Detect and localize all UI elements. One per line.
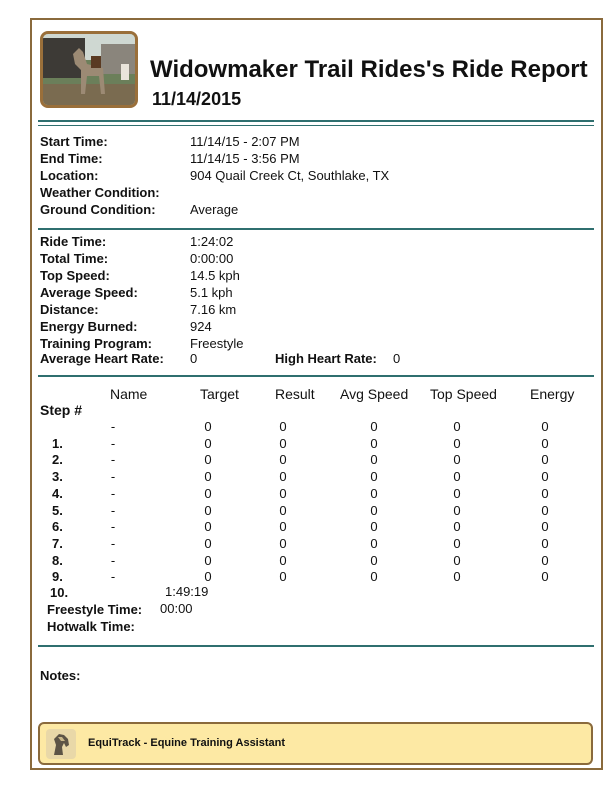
step-energy: 0 xyxy=(541,485,549,501)
high-heart-rate-value: 0 xyxy=(393,351,401,366)
step-name: - xyxy=(110,502,116,518)
step-top-speed: 0 xyxy=(453,452,461,468)
step-top-speed: 0 xyxy=(453,552,461,568)
step-number: 2. xyxy=(52,452,63,468)
step-number: 9. xyxy=(52,569,63,585)
stat-label: Training Program: xyxy=(40,336,152,351)
step-avg-speed: 0 xyxy=(370,519,378,535)
divider xyxy=(38,645,594,647)
info-label: Location: xyxy=(40,168,99,183)
col-header-energy: Energy xyxy=(530,386,575,402)
step-target: 0 xyxy=(204,569,212,585)
step-energy: 0 xyxy=(541,569,549,585)
step-target: 0 xyxy=(204,502,212,518)
info-label: Ground Condition: xyxy=(40,202,156,217)
divider xyxy=(38,125,594,126)
step-top-speed: 0 xyxy=(453,519,461,535)
step-top-speed: 0 xyxy=(453,569,461,585)
report-date: 11/14/2015 xyxy=(152,89,242,109)
col-header-result: Result xyxy=(275,386,315,402)
freestyle-time-label: Freestyle Time: xyxy=(47,602,143,617)
step-result: 0 xyxy=(279,452,287,468)
stat-value: 5.1 kph xyxy=(190,285,233,300)
step-name: - xyxy=(110,569,116,585)
avg-heart-rate-label: Average Heart Rate: xyxy=(40,351,164,366)
step-result: 0 xyxy=(279,485,287,501)
step-avg-speed: 0 xyxy=(370,419,378,434)
info-value: 11/14/15 - 2:07 PM xyxy=(190,134,300,149)
step-avg-speed: 0 xyxy=(370,535,378,551)
col-header-name: Name xyxy=(110,386,148,402)
step-avg-speed: 0 xyxy=(370,485,378,501)
step-energy: 0 xyxy=(541,552,549,568)
avg-heart-rate-value: 0 xyxy=(190,351,198,366)
step-number: 5. xyxy=(52,502,63,518)
divider xyxy=(38,375,594,377)
step-target: 0 xyxy=(204,519,212,535)
step-avg-speed: 0 xyxy=(370,569,378,585)
step-number: 6. xyxy=(52,519,63,535)
step-result: 0 xyxy=(279,519,287,535)
step-energy: 0 xyxy=(541,502,549,518)
step-result: 0 xyxy=(279,535,287,551)
step-target: 0 xyxy=(204,485,212,501)
divider xyxy=(38,228,594,230)
step-name: - xyxy=(110,519,116,535)
stat-value: Freestyle xyxy=(190,336,244,351)
notes-label: Notes: xyxy=(40,668,81,683)
step-number: 8. xyxy=(52,552,63,568)
high-heart-rate-label: High Heart Rate: xyxy=(275,351,377,366)
step-name: - xyxy=(110,552,116,568)
step-top-speed: 0 xyxy=(453,469,461,485)
horse-head-icon xyxy=(46,729,76,759)
step-name: - xyxy=(110,485,116,501)
step-energy: 0 xyxy=(541,519,549,535)
step-number: 3. xyxy=(52,469,63,485)
stat-label: Top Speed: xyxy=(40,268,110,283)
step-avg-speed: 0 xyxy=(370,435,378,451)
step-top-speed: 0 xyxy=(453,535,461,551)
divider xyxy=(38,120,594,122)
step-result: 0 xyxy=(279,435,287,451)
step-result: 0 xyxy=(279,419,287,434)
freestyle-time-value: 00:00 xyxy=(160,601,193,616)
step-avg-speed: 0 xyxy=(370,502,378,518)
hotwalk-time-label: Hotwalk Time: xyxy=(47,619,135,634)
stat-label: Energy Burned: xyxy=(40,319,138,334)
step-target: 0 xyxy=(204,419,212,434)
info-value: 904 Quail Creek Ct, Southlake, TX xyxy=(190,168,390,183)
step-top-speed: 0 xyxy=(453,435,461,451)
step-top-speed: 0 xyxy=(453,485,461,501)
report-title: Widowmaker Trail Rides's Ride Report xyxy=(150,56,588,83)
stat-label: Distance: xyxy=(40,302,99,317)
step-name: - xyxy=(110,535,116,551)
step-result: 0 xyxy=(279,569,287,585)
step-10-value: 1:49:19 xyxy=(165,584,209,599)
step-target: 0 xyxy=(204,469,212,485)
step-result: 0 xyxy=(279,552,287,568)
footer-bar xyxy=(38,722,593,765)
step-name: - xyxy=(110,452,116,468)
step-avg-speed: 0 xyxy=(370,552,378,568)
step-name: - xyxy=(110,419,116,434)
step-target: 0 xyxy=(204,452,212,468)
stat-value: 14.5 kph xyxy=(190,268,240,283)
step-avg-speed: 0 xyxy=(370,469,378,485)
col-header-top-speed: Top Speed xyxy=(430,386,497,402)
step-number: 4. xyxy=(52,485,63,501)
step-energy: 0 xyxy=(541,435,549,451)
step-name: - xyxy=(110,435,116,451)
step-energy: 0 xyxy=(541,535,549,551)
info-label: Start Time: xyxy=(40,134,108,149)
step-top-speed: 0 xyxy=(453,502,461,518)
step-top-speed: 0 xyxy=(453,419,461,434)
step-avg-speed: 0 xyxy=(370,452,378,468)
stat-value: 7.16 km xyxy=(190,302,237,317)
info-value: 11/14/15 - 3:56 PM xyxy=(190,151,300,166)
step-energy: 0 xyxy=(541,419,549,434)
step-target: 0 xyxy=(204,552,212,568)
stat-label: Total Time: xyxy=(40,251,109,266)
info-value: Average xyxy=(190,202,239,217)
step-result: 0 xyxy=(279,502,287,518)
stat-label: Ride Time: xyxy=(40,234,107,249)
horse-photo xyxy=(40,31,138,108)
col-header-target: Target xyxy=(200,386,239,402)
step-number: 7. xyxy=(52,535,63,551)
info-label: End Time: xyxy=(40,151,103,166)
step-result: 0 xyxy=(279,469,287,485)
stat-value: 924 xyxy=(190,319,212,334)
step-energy: 0 xyxy=(541,452,549,468)
stat-label: Average Speed: xyxy=(40,285,138,300)
stat-value: 1:24:02 xyxy=(190,234,234,249)
step-target: 0 xyxy=(204,535,212,551)
stat-value: 0:00:00 xyxy=(190,251,234,266)
step-10-label: 10. xyxy=(50,585,69,600)
step-number-header: Step # xyxy=(40,402,83,418)
col-header-avg-speed: Avg Speed xyxy=(340,386,409,402)
step-number: 1. xyxy=(52,435,63,451)
step-name: - xyxy=(110,469,116,485)
step-energy: 0 xyxy=(541,469,549,485)
step-target: 0 xyxy=(204,435,212,451)
info-label: Weather Condition: xyxy=(40,185,160,200)
footer-app-name: EquiTrack - Equine Training Assistant xyxy=(88,737,286,749)
